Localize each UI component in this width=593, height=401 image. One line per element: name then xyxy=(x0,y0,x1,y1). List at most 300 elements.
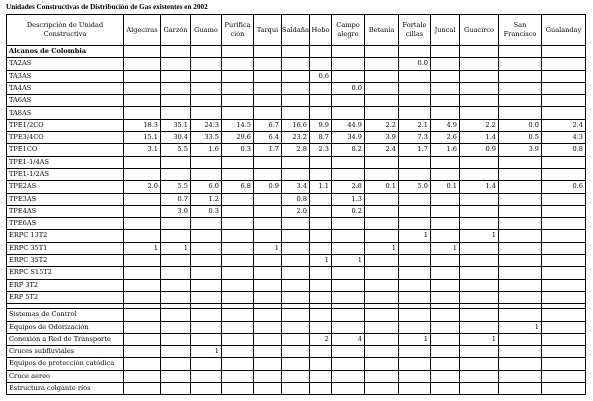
table-cell xyxy=(282,168,310,180)
table-cell xyxy=(365,82,399,94)
table-cell xyxy=(332,46,365,58)
table-cell xyxy=(431,193,460,205)
table-cell xyxy=(365,46,399,58)
table-cell xyxy=(124,309,161,321)
table-cell xyxy=(399,156,431,168)
table-cell xyxy=(431,321,460,333)
table-cell: 0.1 xyxy=(365,181,399,193)
table-cell: 3.4 xyxy=(282,181,310,193)
table-cell xyxy=(222,370,254,382)
table-cell: 0.5 xyxy=(499,132,542,144)
row-label: ERPC 35T1 xyxy=(7,242,124,254)
table-cell xyxy=(499,267,542,279)
table-cell xyxy=(542,70,586,82)
table-cell xyxy=(254,346,282,358)
row-label: TPE3AS xyxy=(7,193,124,205)
row-label: Estructura colgante ríos xyxy=(7,383,124,395)
table-cell xyxy=(310,95,332,107)
table-cell xyxy=(332,168,365,180)
table-cell xyxy=(542,193,586,205)
table-cell: 4 xyxy=(332,333,365,345)
table-cell xyxy=(254,218,282,230)
table-cell: 0.8 xyxy=(282,193,310,205)
table-row xyxy=(7,95,586,107)
table-cell xyxy=(399,205,431,217)
table-cell: 30.4 xyxy=(161,132,191,144)
table-cell xyxy=(542,291,586,303)
table-cell xyxy=(332,309,365,321)
table-cell xyxy=(431,58,460,70)
table-row xyxy=(7,156,586,168)
table-row xyxy=(7,119,586,131)
table-cell xyxy=(191,218,222,230)
header-column: Guamo xyxy=(191,15,222,46)
table-cell xyxy=(399,193,431,205)
table-cell xyxy=(499,58,542,70)
table-cell: 44.9 xyxy=(332,119,365,131)
table-cell xyxy=(399,370,431,382)
table-cell: 1.1 xyxy=(310,181,332,193)
table-cell xyxy=(282,321,310,333)
table-cell xyxy=(191,358,222,370)
table-row xyxy=(7,346,586,358)
table-cell: 1 xyxy=(332,255,365,267)
table-cell xyxy=(222,205,254,217)
table-cell xyxy=(161,291,191,303)
table-cell xyxy=(542,205,586,217)
table-cell xyxy=(431,291,460,303)
table-cell: 0.8 xyxy=(542,144,586,156)
table-cell xyxy=(124,218,161,230)
table-cell: 1.6 xyxy=(191,144,222,156)
table-cell xyxy=(124,193,161,205)
table-cell xyxy=(310,230,332,242)
table-cell xyxy=(222,107,254,119)
table-row xyxy=(7,205,586,217)
table-cell: 15.1 xyxy=(124,132,161,144)
table-cell xyxy=(332,95,365,107)
table-cell xyxy=(191,383,222,395)
table-cell xyxy=(542,82,586,94)
table-cell xyxy=(310,107,332,119)
table-cell xyxy=(222,291,254,303)
table-cell xyxy=(460,255,499,267)
table-cell xyxy=(460,346,499,358)
table-cell xyxy=(399,168,431,180)
table-cell xyxy=(542,168,586,180)
table-cell xyxy=(499,168,542,180)
table-cell xyxy=(431,333,460,345)
table-cell xyxy=(399,218,431,230)
table-cell xyxy=(399,291,431,303)
table-cell xyxy=(499,291,542,303)
table-cell xyxy=(332,267,365,279)
table-cell xyxy=(191,370,222,382)
table-cell xyxy=(191,46,222,58)
table-cell xyxy=(542,267,586,279)
table-cell xyxy=(124,370,161,382)
row-label: TA3AS xyxy=(7,70,124,82)
table-cell xyxy=(222,95,254,107)
table-cell xyxy=(222,168,254,180)
row-label: Sistemas de Control xyxy=(7,309,124,321)
row-label: TPE1-1/2AS xyxy=(7,168,124,180)
table-cell xyxy=(460,383,499,395)
table-cell xyxy=(191,230,222,242)
row-label: TPE1CO xyxy=(7,144,124,156)
table-cell xyxy=(254,309,282,321)
table-cell xyxy=(254,333,282,345)
row-label: TA8AS xyxy=(7,107,124,119)
header-column: San Francisco xyxy=(499,15,542,46)
table-cell xyxy=(460,95,499,107)
table-cell: 0.3 xyxy=(222,144,254,156)
table-cell: 16.6 xyxy=(282,119,310,131)
table-cell xyxy=(542,309,586,321)
table-cell xyxy=(222,346,254,358)
table-cell xyxy=(365,168,399,180)
table-cell: 7.3 xyxy=(399,132,431,144)
table-cell xyxy=(542,156,586,168)
table-cell xyxy=(191,279,222,291)
table-cell xyxy=(460,309,499,321)
header-column: Juncal xyxy=(431,15,460,46)
table-cell xyxy=(161,321,191,333)
table-cell xyxy=(222,156,254,168)
table-cell xyxy=(332,346,365,358)
table-cell xyxy=(365,58,399,70)
table-cell xyxy=(310,205,332,217)
table-cell: 6.8 xyxy=(222,181,254,193)
table-cell xyxy=(310,346,332,358)
table-cell xyxy=(365,291,399,303)
table-cell xyxy=(542,370,586,382)
table-cell: 1 xyxy=(124,242,161,254)
table-cell xyxy=(282,291,310,303)
table-cell xyxy=(542,230,586,242)
table-cell xyxy=(161,58,191,70)
table-cell xyxy=(254,193,282,205)
section-label: Alcanos de Colombia xyxy=(7,46,124,58)
header-column: Guacirco xyxy=(460,15,499,46)
table-row xyxy=(7,358,586,370)
table-cell xyxy=(222,309,254,321)
table-cell xyxy=(310,309,332,321)
table-cell xyxy=(542,346,586,358)
table-cell xyxy=(431,95,460,107)
row-label: ERPC S15T2 xyxy=(7,267,124,279)
table-cell xyxy=(124,279,161,291)
table-cell xyxy=(499,218,542,230)
table-cell: 1.4 xyxy=(460,132,499,144)
header-column: Tarqui xyxy=(254,15,282,46)
table-cell: 8.7 xyxy=(310,132,332,144)
table-cell xyxy=(310,358,332,370)
table-cell xyxy=(124,383,161,395)
table-cell xyxy=(161,95,191,107)
table-cell xyxy=(460,291,499,303)
table-cell: 1 xyxy=(399,333,431,345)
table-cell xyxy=(254,95,282,107)
table-cell xyxy=(431,46,460,58)
table-cell xyxy=(499,181,542,193)
table-cell xyxy=(499,82,542,94)
table-cell xyxy=(191,156,222,168)
table-cell xyxy=(399,358,431,370)
table-cell xyxy=(460,370,499,382)
table-cell: 2 xyxy=(310,333,332,345)
table-cell: 1.7 xyxy=(399,144,431,156)
table-cell xyxy=(499,383,542,395)
table-cell: 1.3 xyxy=(332,193,365,205)
table-cell xyxy=(254,46,282,58)
table-cell xyxy=(332,156,365,168)
table-cell: 1.4 xyxy=(460,181,499,193)
table-cell xyxy=(399,383,431,395)
header-row xyxy=(7,15,586,46)
row-label: ERPC 35T2 xyxy=(7,255,124,267)
table-cell xyxy=(365,218,399,230)
table-cell: 0.6 xyxy=(310,70,332,82)
table-cell xyxy=(431,205,460,217)
table-cell: 1 xyxy=(399,230,431,242)
header-column: Betania xyxy=(365,15,399,46)
table-cell xyxy=(542,383,586,395)
table-cell xyxy=(282,58,310,70)
table-cell xyxy=(191,242,222,254)
table-cell xyxy=(124,46,161,58)
table-cell xyxy=(499,107,542,119)
table-cell xyxy=(332,383,365,395)
table-cell xyxy=(399,70,431,82)
table-cell xyxy=(431,309,460,321)
table-cell: 6.7 xyxy=(254,119,282,131)
table-cell xyxy=(499,95,542,107)
table-cell xyxy=(254,321,282,333)
header-column: Garzón xyxy=(161,15,191,46)
table-cell xyxy=(282,370,310,382)
table-cell: 33.5 xyxy=(191,132,222,144)
table-cell: 0.3 xyxy=(191,205,222,217)
table-cell xyxy=(542,218,586,230)
table-cell xyxy=(161,267,191,279)
table-cell: 1 xyxy=(191,346,222,358)
table-cell xyxy=(161,107,191,119)
table-cell xyxy=(460,279,499,291)
table-cell: 23.2 xyxy=(282,132,310,144)
table-cell xyxy=(124,70,161,82)
table-cell xyxy=(222,230,254,242)
table-cell xyxy=(310,321,332,333)
table-cell xyxy=(399,267,431,279)
table-cell: 34.9 xyxy=(332,132,365,144)
table-cell xyxy=(310,279,332,291)
table-cell xyxy=(499,279,542,291)
table-cell: 0.0 xyxy=(499,119,542,131)
table-cell: 2.2 xyxy=(460,119,499,131)
table-cell: 0.0 xyxy=(332,82,365,94)
table-cell xyxy=(365,279,399,291)
table-cell xyxy=(332,321,365,333)
table-cell xyxy=(399,279,431,291)
table-cell xyxy=(431,82,460,94)
table-cell xyxy=(161,46,191,58)
table-cell xyxy=(191,58,222,70)
table-cell xyxy=(332,70,365,82)
table-cell xyxy=(191,255,222,267)
table-cell xyxy=(161,230,191,242)
table-cell: 0.0 xyxy=(399,58,431,70)
row-label: TPE6AS xyxy=(7,218,124,230)
table-cell xyxy=(161,346,191,358)
table-cell: 5.5 xyxy=(161,144,191,156)
table-cell xyxy=(124,58,161,70)
table-cell xyxy=(161,383,191,395)
table-cell xyxy=(310,193,332,205)
table-cell xyxy=(365,70,399,82)
header-column: Saldaña xyxy=(282,15,310,46)
table-cell xyxy=(222,279,254,291)
table-cell: 8.2 xyxy=(332,144,365,156)
table-cell xyxy=(431,156,460,168)
table-cell xyxy=(499,46,542,58)
table-cell xyxy=(365,205,399,217)
table-cell xyxy=(332,218,365,230)
table-cell xyxy=(124,156,161,168)
table-cell xyxy=(431,255,460,267)
table-cell xyxy=(332,370,365,382)
table-cell xyxy=(399,95,431,107)
row-label: ERPC 13T2 xyxy=(7,230,124,242)
table-cell xyxy=(542,279,586,291)
table-cell xyxy=(431,168,460,180)
table-cell xyxy=(332,58,365,70)
table-cell xyxy=(499,70,542,82)
table-cell: 1 xyxy=(431,242,460,254)
table-cell xyxy=(222,383,254,395)
row-label: TA6AS xyxy=(7,95,124,107)
table-cell xyxy=(282,70,310,82)
table-cell xyxy=(365,193,399,205)
table-cell xyxy=(161,156,191,168)
table-cell xyxy=(542,242,586,254)
table-cell xyxy=(124,230,161,242)
table-row xyxy=(7,255,586,267)
table-cell xyxy=(191,82,222,94)
table-cell xyxy=(124,168,161,180)
table-cell: 1 xyxy=(499,321,542,333)
table-cell: 2.2 xyxy=(365,119,399,131)
table-cell xyxy=(161,333,191,345)
table-cell xyxy=(282,82,310,94)
table-cell xyxy=(399,255,431,267)
table-cell xyxy=(161,279,191,291)
table-cell xyxy=(431,383,460,395)
table-cell xyxy=(365,95,399,107)
table-cell xyxy=(310,58,332,70)
table-cell xyxy=(542,46,586,58)
table-cell xyxy=(191,70,222,82)
table-cell xyxy=(460,156,499,168)
table-cell xyxy=(499,333,542,345)
row-label: Equipos de protección catódica xyxy=(7,358,124,370)
table-cell xyxy=(282,46,310,58)
table-row xyxy=(7,230,586,242)
table-cell xyxy=(124,358,161,370)
table-cell: 2.4 xyxy=(365,144,399,156)
table-cell xyxy=(254,279,282,291)
row-label: TPE2AS xyxy=(7,181,124,193)
header-column: Algeciras xyxy=(124,15,161,46)
table-row xyxy=(7,291,586,303)
table-cell: 1.2 xyxy=(191,193,222,205)
table-cell xyxy=(499,242,542,254)
header-description: Descripción de Unidad Constructiva xyxy=(7,15,124,46)
section-row xyxy=(7,46,586,58)
table-cell xyxy=(542,58,586,70)
header-column: Hobo xyxy=(310,15,332,46)
table-cell xyxy=(254,168,282,180)
table-row xyxy=(7,267,586,279)
row-label: TPE3/4CO xyxy=(7,132,124,144)
table-cell xyxy=(222,82,254,94)
table-cell xyxy=(161,70,191,82)
table-cell xyxy=(222,321,254,333)
table-cell xyxy=(542,321,586,333)
table-cell xyxy=(254,58,282,70)
table-cell xyxy=(365,156,399,168)
table-row xyxy=(7,168,586,180)
table-cell: 0.2 xyxy=(332,205,365,217)
table-cell xyxy=(460,267,499,279)
table-cell xyxy=(191,168,222,180)
table-cell xyxy=(365,230,399,242)
row-label: ERP 5T2 xyxy=(7,291,124,303)
table-cell: 29.6 xyxy=(222,132,254,144)
table-cell: 4.9 xyxy=(431,119,460,131)
table-cell xyxy=(399,242,431,254)
table-cell: 2.0 xyxy=(124,181,161,193)
row-label: Conexión a Red de Transporte xyxy=(7,333,124,345)
table-cell: 4.3 xyxy=(542,132,586,144)
table-cell xyxy=(222,242,254,254)
table-cell xyxy=(191,333,222,345)
table-cell: 2.4 xyxy=(542,119,586,131)
table-cell xyxy=(222,358,254,370)
table-cell: 6.0 xyxy=(191,181,222,193)
table-cell xyxy=(431,70,460,82)
table-cell xyxy=(282,107,310,119)
table-cell: 3.1 xyxy=(124,144,161,156)
table-cell xyxy=(161,168,191,180)
table-cell xyxy=(310,291,332,303)
table-cell xyxy=(365,107,399,119)
table-cell xyxy=(222,255,254,267)
table-cell xyxy=(365,370,399,382)
table-cell xyxy=(431,370,460,382)
table-cell: 1 xyxy=(310,255,332,267)
table-cell xyxy=(254,107,282,119)
table-cell xyxy=(365,321,399,333)
table-cell xyxy=(124,82,161,94)
table-cell xyxy=(254,70,282,82)
table-cell xyxy=(431,267,460,279)
table-cell xyxy=(310,267,332,279)
table-cell xyxy=(282,218,310,230)
table-row xyxy=(7,279,586,291)
table-cell xyxy=(460,46,499,58)
table-cell: 24.3 xyxy=(191,119,222,131)
